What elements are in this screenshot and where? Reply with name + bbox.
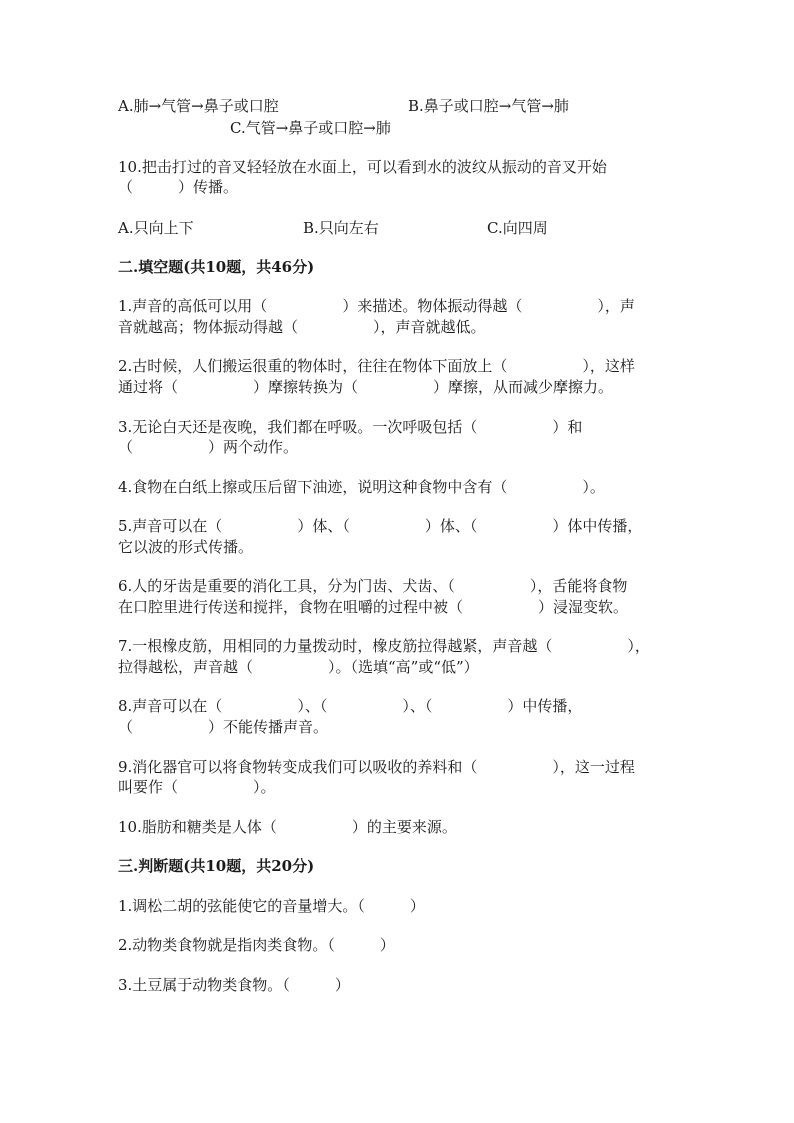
judge-q3: 3.土豆属于动物类食物。（ ） xyxy=(118,976,350,994)
q10-text-line2: （ ）传播。 xyxy=(118,178,239,196)
fill-q5-line1: 5.声音可以在（ ）体、（ ）体、（ ）体中传播， xyxy=(118,517,643,535)
judge-q2: 2.动物类食物就是指肉类食物。（ ） xyxy=(118,936,395,954)
fill-q3-line1: 3.无论白天还是夜晚，我们都在呼吸。一次呼吸包括（ ）和 xyxy=(118,418,583,436)
fill-q4-line1: 4.食物在白纸上擦或压后留下油迹，说明这种食物中含有（ ）。 xyxy=(118,478,605,496)
q10-option-b: B.只向左右 xyxy=(303,219,379,237)
fill-q8-line1: 8.声音可以在（ ）、（ ）、（ ）中传播， xyxy=(118,697,583,715)
fill-q7-line2: 拉得越松，声音越（ ）。（选填“高”或“低”） xyxy=(118,658,479,676)
section3-heading: 三.判断题(共10题，共20分) xyxy=(118,857,315,875)
q10-option-c: C.向四周 xyxy=(487,219,548,237)
fill-q1-line2: 音就越高；物体振动得越（ ），声音就越低。 xyxy=(118,318,486,336)
section2-heading: 二.填空题(共10题，共46分) xyxy=(118,258,315,276)
fill-q1-line1: 1.声音的高低可以用（ ）来描述。物体振动得越（ ），声 xyxy=(118,297,635,315)
fill-q6-line1: 6.人的牙齿是重要的消化工具，分为门齿、犬齿、（ ），舌能将食物 xyxy=(118,577,628,595)
fill-q2-line1: 2.古时候，人们搬运很重的物体时，往往在物体下面放上（ ），这样 xyxy=(118,357,635,375)
fill-q9-line1: 9.消化器官可以将食物转变成我们可以吸收的养料和（ ），这一过程 xyxy=(118,758,635,776)
q9-option-a: A.肺→气管→鼻子或口腔 xyxy=(118,97,279,115)
fill-q8-line2: （ ）不能传播声音。 xyxy=(118,718,329,736)
fill-q5-line2: 它以波的形式传播。 xyxy=(118,538,254,556)
fill-q2-line2: 通过将（ ）摩擦转换为（ ）摩擦，从而减少摩擦力。 xyxy=(118,378,614,396)
q10-text-line1: 10.把击打过的音叉轻轻放在水面上，可以看到水的波纹从振动的音叉开始 xyxy=(118,158,607,176)
q9-option-b: B.鼻子或口腔→气管→肺 xyxy=(408,97,569,115)
fill-q3-line2: （ ）两个动作。 xyxy=(118,438,299,456)
fill-q10-line1: 10.脂肪和糖类是人体（ ）的主要来源。 xyxy=(118,818,457,836)
q9-option-c: C.气管→鼻子或口腔→肺 xyxy=(230,119,391,137)
fill-q7-line1: 7.一根橡皮筋，用相同的力量拨动时，橡皮筋拉得越紧，声音越（ ）， xyxy=(118,637,650,655)
judge-q1: 1.调松二胡的弦能使它的音量增大。（ ） xyxy=(118,897,425,915)
q10-option-a: A.只向上下 xyxy=(118,219,194,237)
fill-q9-line2: 叫要作（ ）。 xyxy=(118,778,276,796)
fill-q6-line2: 在口腔里进行传送和搅拌，食物在咀嚼的过程中被（ ）浸湿变软。 xyxy=(118,598,629,616)
